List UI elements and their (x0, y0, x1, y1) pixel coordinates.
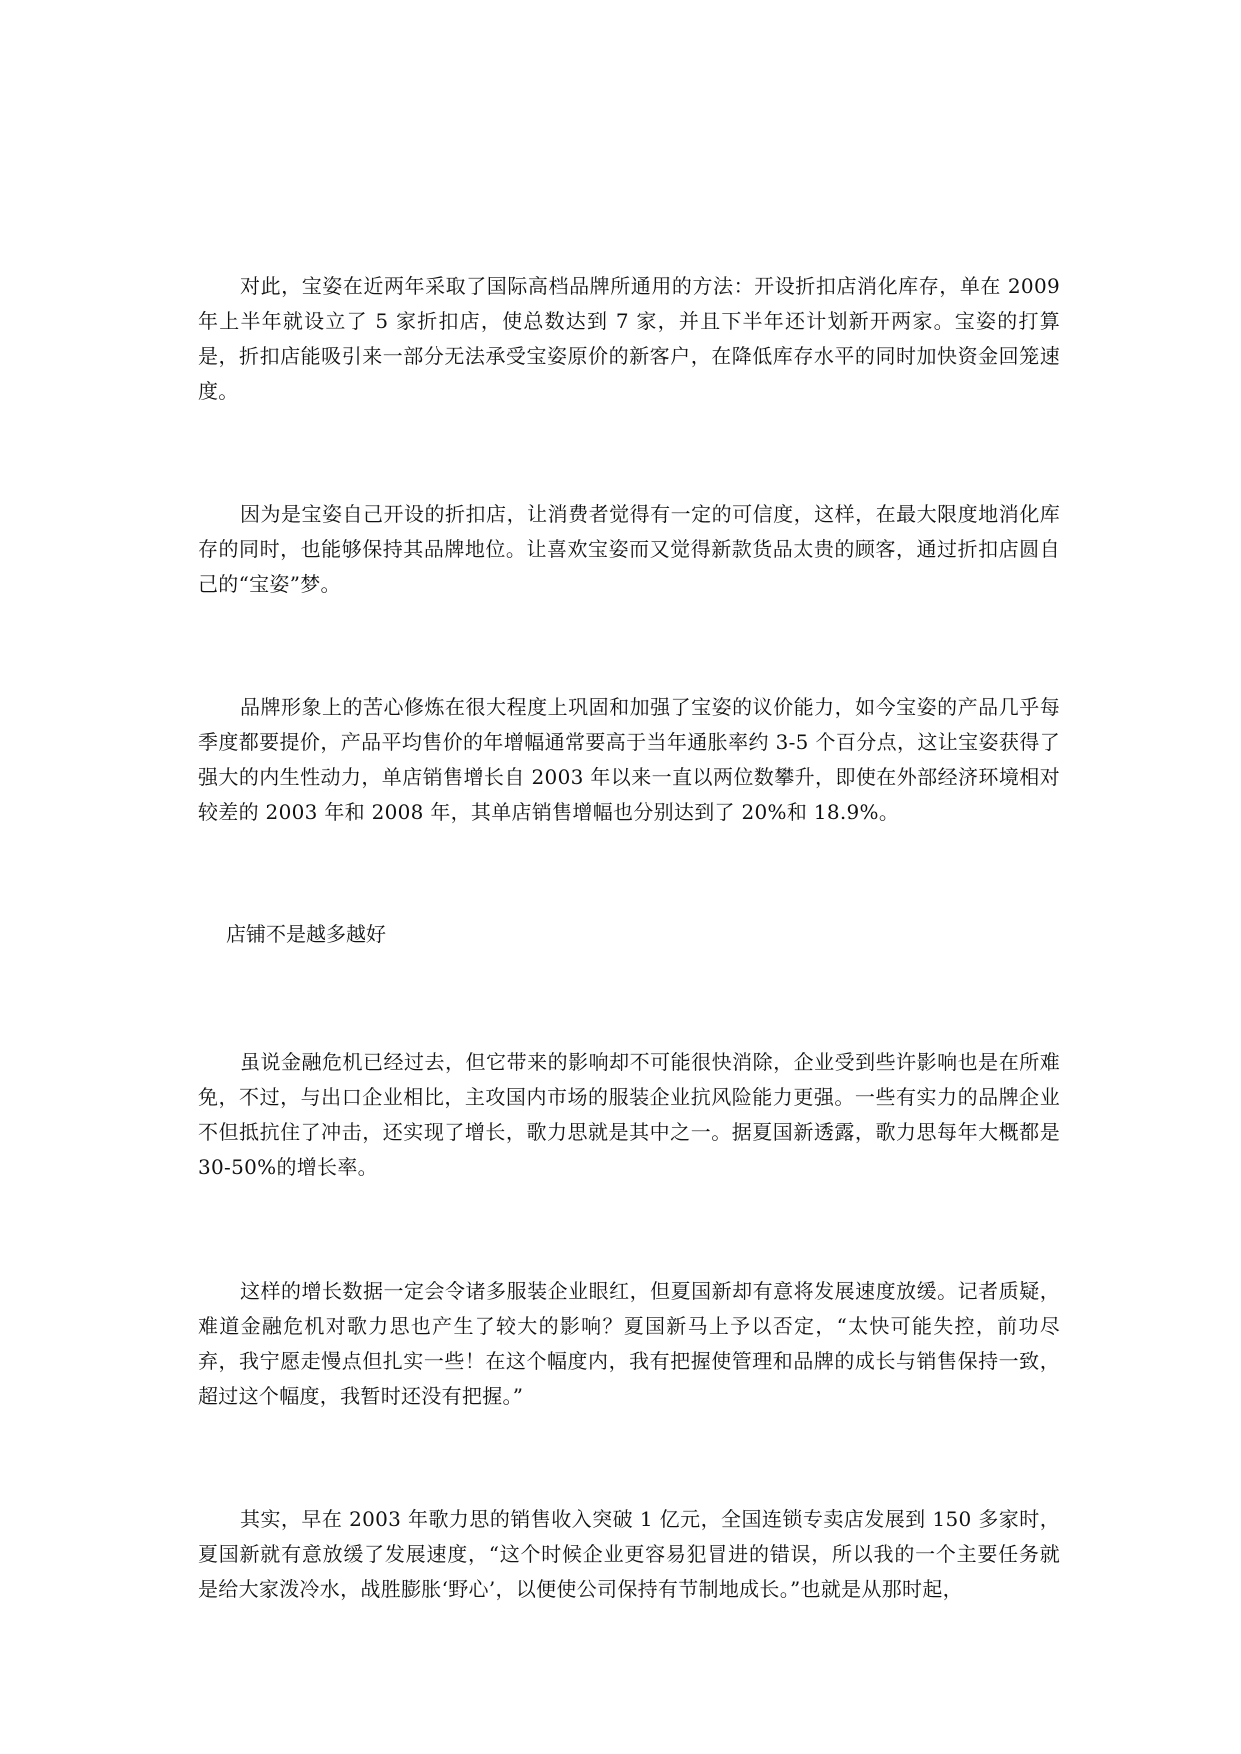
paragraph-brand-status: 因为是宝姿自己开设的折扣店，让消费者觉得有一定的可信度，这样，在最大限度地消化库存的同时，也能够保持其品牌地位。让喜欢宝姿而又觉得新款货品太贵的顾客，通过折扣店圆自己的“宝姿”梦。 (198, 502, 1060, 596)
paragraph-growth-slowdown: 这样的增长数据一定会令诸多服装企业眼红，但夏国新却有意将发展速度放缓。记者质疑，难道金融危机对歌力思也产生了较大的影响？夏国新马上予以否定，“太快可能失控，前功尽弃，我宁愿走慢点但扎实一些！在这个幅度内，我有把握使管理和品牌的成长与销售保持一致，超过这个幅度，我暂时还没有把握。” (198, 1279, 1060, 1408)
section-heading: 店铺不是越多越好 (226, 922, 386, 946)
paragraph-2003-history: 其实，早在 2003 年歌力思的销售收入突破 1 亿元，全国连锁专卖店发展到 150 多家时，夏国新就有意放缓了发展速度，“这个时候企业更容易犯冒进的错误，所以我的一个主要任务就是给大家泼冷水，战胜膨胀‘野心’，以便使公司保持有节制地成长。”也就是从那时起， (198, 1507, 1060, 1601)
paragraph-pricing-power: 品牌形象上的苦心修炼在很大程度上巩固和加强了宝姿的议价能力，如今宝姿的产品几乎每季度都要提价，产品平均售价的年增幅通常要高于当年通胀率约 3-5 个百分点，这让宝姿获得了强大的内生性动力，单店销售增长自 2003 年以来一直以两位数攀升，即使在外部经济环境相对较差的 2003 年和 2008 年，其单店销售增幅也分别达到了 20%和 18.9%。 (198, 695, 1060, 824)
paragraph-discount-stores: 对此，宝姿在近两年采取了国际高档品牌所通用的方法：开设折扣店消化库存，单在 2009 年上半年就设立了 5 家折扣店，使总数达到 7 家，并且下半年还计划新开两家。宝姿的打算是，折扣店能吸引来一部分无法承受宝姿原价的新客户，在降低库存水平的同时加快资金回笼速度。 (198, 274, 1060, 403)
paragraph-financial-crisis: 虽说金融危机已经过去，但它带来的影响却不可能很快消除，企业受到些许影响也是在所难免，不过，与出口企业相比，主攻国内市场的服装企业抗风险能力更强。一些有实力的品牌企业不但抵抗住了冲击，还实现了增长，歌力思就是其中之一。据夏国新透露，歌力思每年大概都是 30-50%的增长率。 (198, 1050, 1060, 1179)
